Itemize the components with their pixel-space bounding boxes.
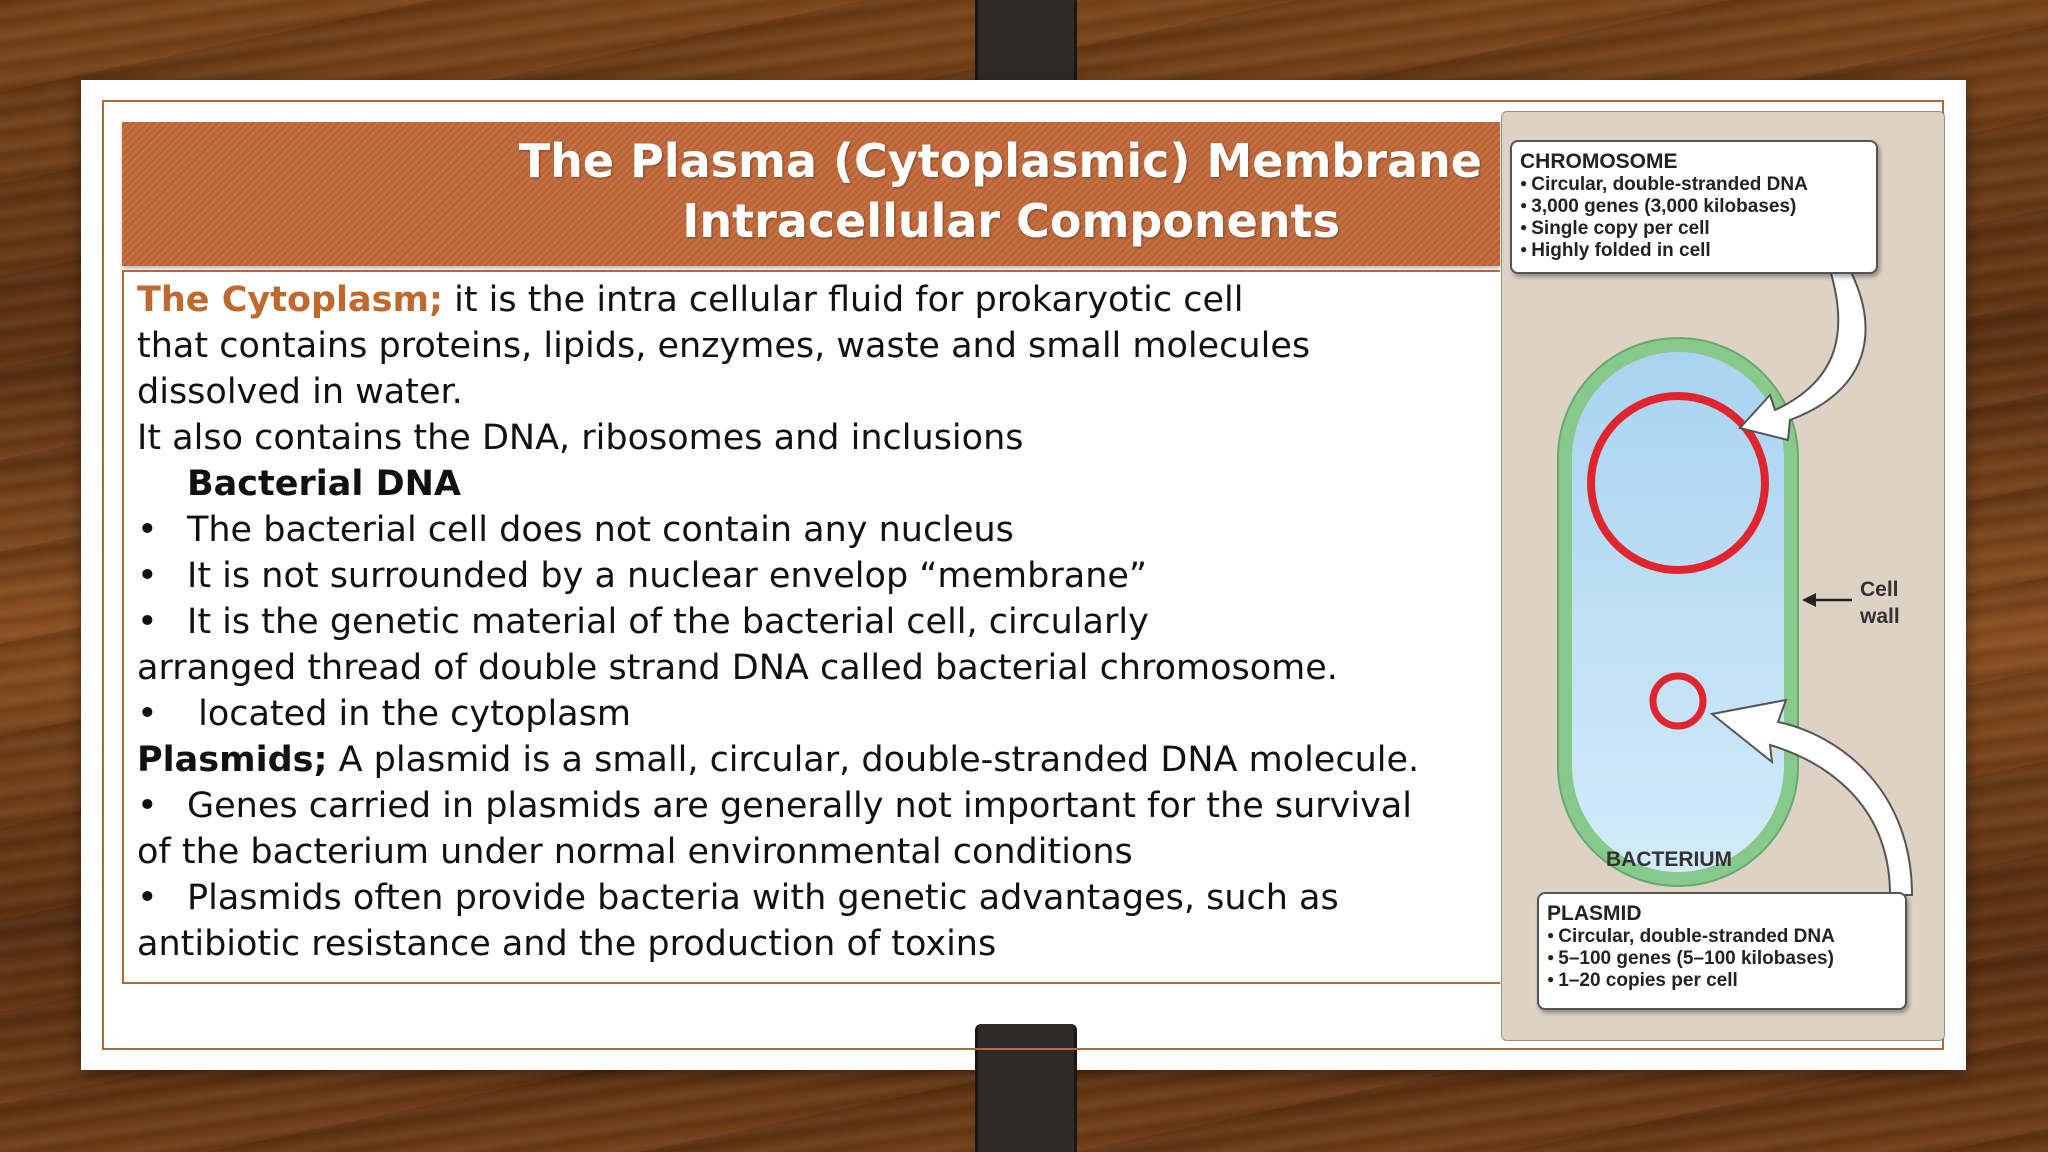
bullet-text: Genes carried in plasmids are generally not important for the survival: [187, 786, 1412, 826]
plasmids-heading: Plasmids;: [137, 740, 328, 780]
chromosome-heading: CHROMOSOME: [1520, 150, 1678, 173]
cell-wall-label-line1: Cell: [1860, 578, 1899, 601]
plasmid-bullet-2-continued: antibiotic resistance and the production of toxins: [137, 924, 997, 964]
cytoplasm-text-line2: that contains proteins, lipids, enzymes, waste and small molecules: [137, 326, 1311, 366]
bullet-text: located in the cytoplasm: [187, 694, 631, 734]
bullet-text: It is the genetic material of the bacterial cell, circularly: [187, 602, 1149, 642]
bullet-text: It is not surrounded by a nuclear envelop “membrane”: [187, 556, 1148, 596]
bullet-marker: •: [137, 510, 158, 550]
chromosome-item: ● Highly folded in cell: [1520, 240, 1868, 262]
cytoplasm-heading: The Cytoplasm;: [137, 280, 443, 320]
plasmids-text: A plasmid is a small, circular, double-stranded DNA molecule.: [327, 740, 1420, 780]
bullet-marker: •: [137, 878, 158, 918]
bullet-text: Plasmids often provide bacteria with genetic advantages, such as: [187, 878, 1339, 918]
plasmid-item: ● 5–100 genes (5–100 kilobases): [1547, 948, 1897, 970]
chromosome-pointer-arrow: [1740, 270, 1866, 440]
cytoplasm-text-line3: dissolved in water.: [137, 372, 463, 412]
chromosome-item: ● Circular, double-stranded DNA: [1520, 174, 1868, 196]
bullet-marker: •: [137, 602, 158, 642]
bacterial-dna-heading: Bacterial DNA: [187, 464, 462, 504]
cytoplasm-text-line4: It also contains the DNA, ribosomes and inclusions: [137, 418, 1024, 458]
bullet-marker: •: [137, 786, 158, 826]
bacterium-label: BACTERIUM: [1606, 848, 1732, 871]
chromosome-label-box: [1510, 140, 1878, 274]
plasmid-heading: PLASMID: [1547, 902, 1642, 925]
cell-wall-label: [1860, 576, 1900, 630]
bullet-marker: •: [137, 694, 158, 734]
cell-wall-label-line2: wall: [1860, 605, 1900, 628]
chromosome-item: ● 3,000 genes (3,000 kilobases): [1520, 196, 1868, 218]
slide-title-line1: The Plasma (Cytoplasmic) Membrane: [518, 134, 1482, 188]
cell-wall-arrow-head: [1802, 593, 1816, 607]
bullet-text: The bacterial cell does not contain any nucleus: [187, 510, 1014, 550]
dna-bullet-3-continued: arranged thread of double strand DNA called bacterial chromosome.: [137, 648, 1338, 688]
plasmid-bullet-1-continued: of the bacterium under normal environmental conditions: [137, 832, 1133, 872]
plasmid-item: ● Circular, double-stranded DNA: [1547, 926, 1897, 948]
chromosome-item: ● Single copy per cell: [1520, 218, 1868, 240]
bullet-marker: •: [137, 556, 158, 596]
cytoplasm-text: it is the intra cellular fluid for prokaryotic cell: [442, 280, 1244, 320]
slide-title-line2: Intracellular Components: [682, 194, 1340, 248]
plasmid-label-box: [1537, 892, 1907, 1010]
plasmid-item: ● 1–20 copies per cell: [1547, 970, 1897, 992]
